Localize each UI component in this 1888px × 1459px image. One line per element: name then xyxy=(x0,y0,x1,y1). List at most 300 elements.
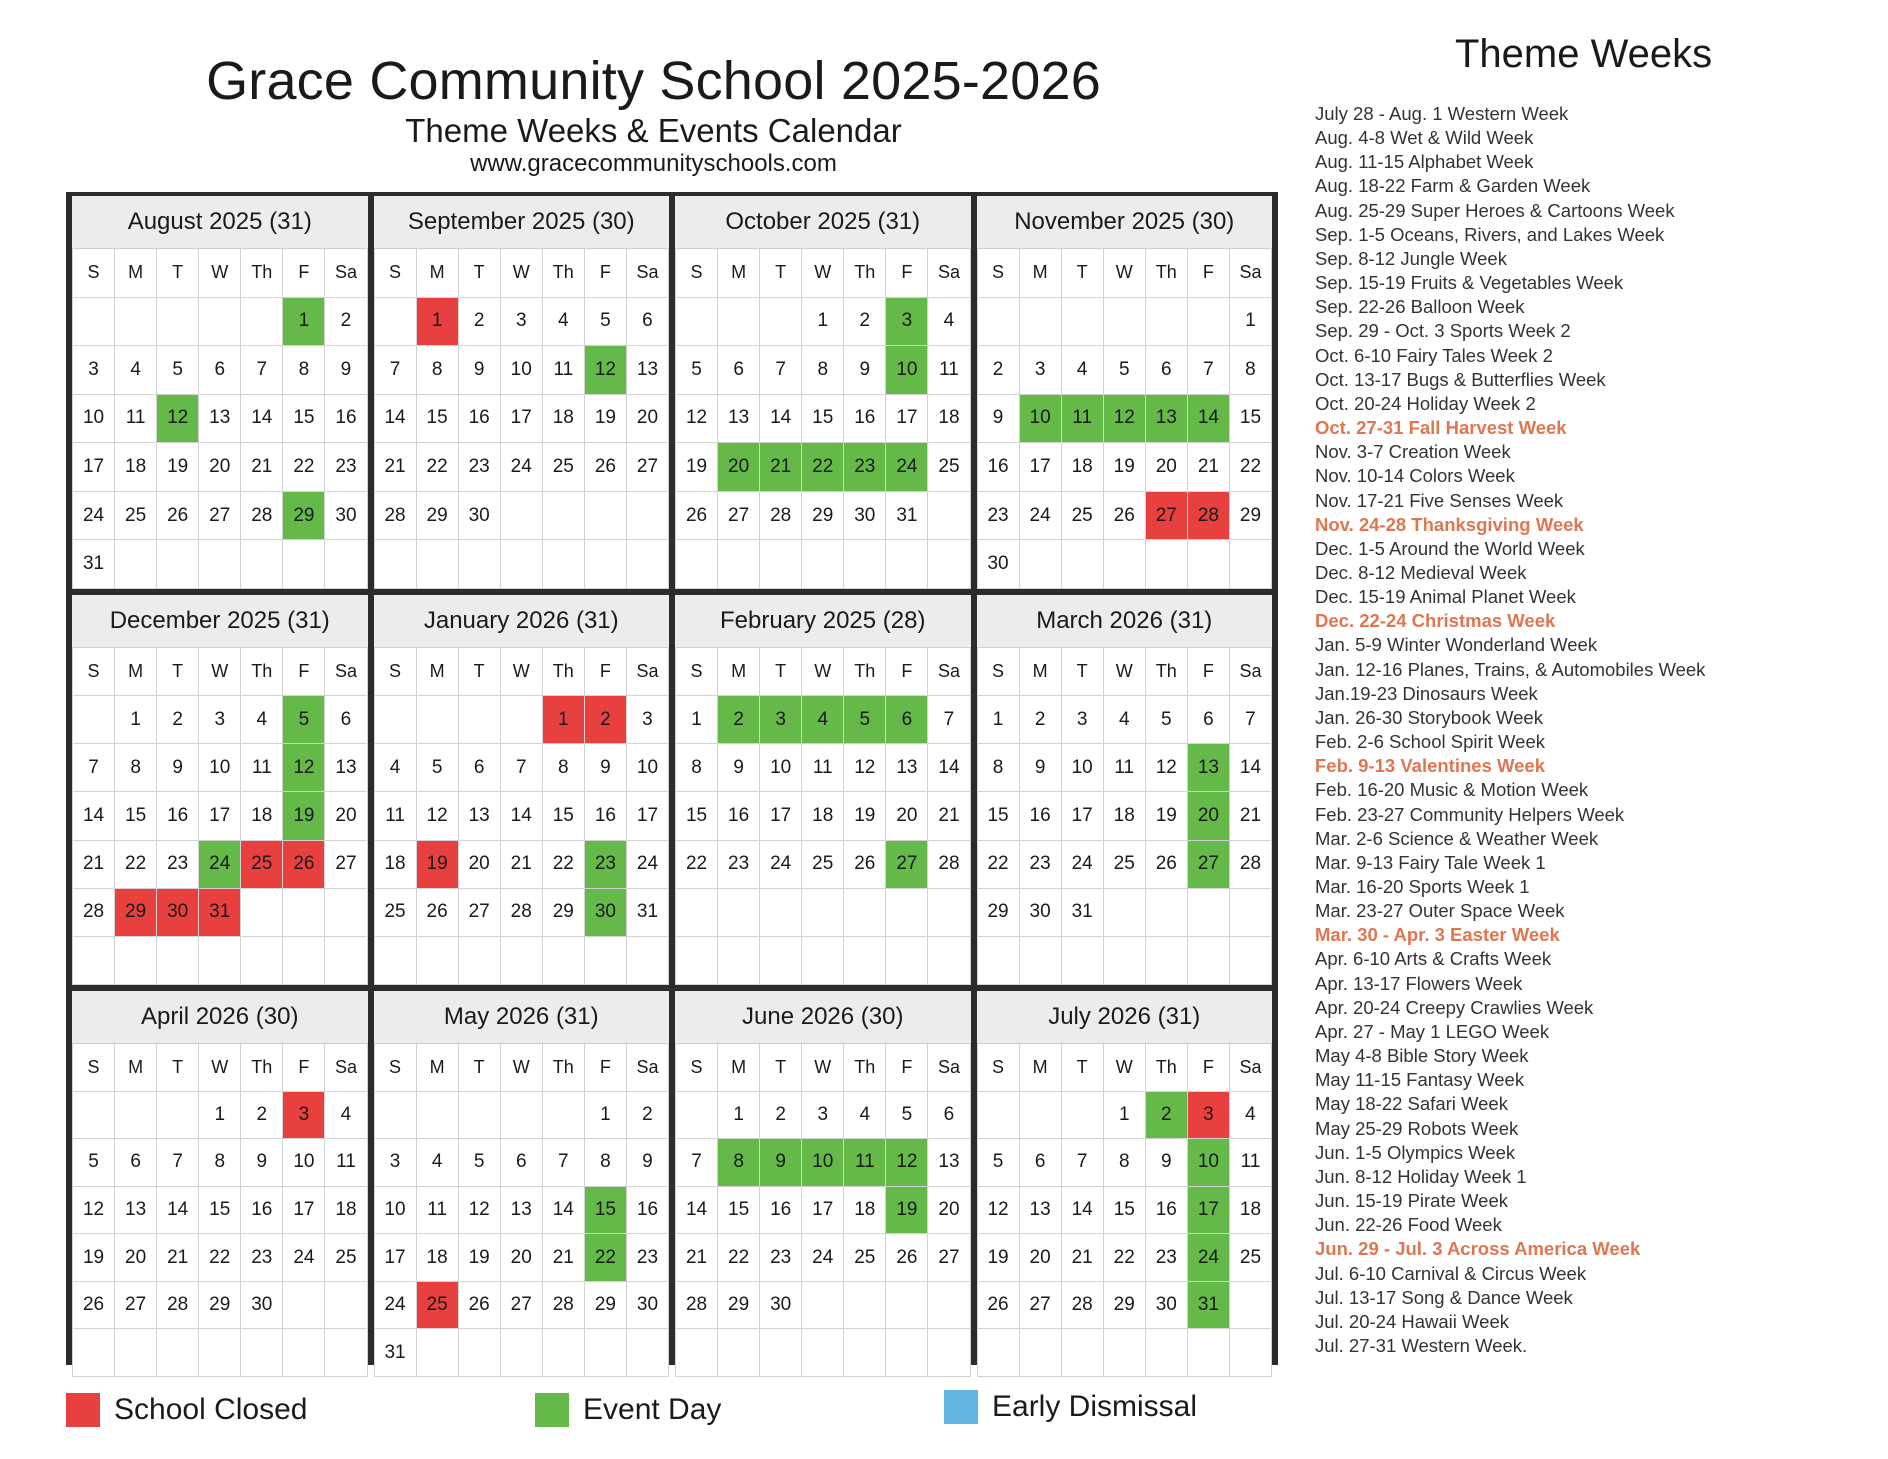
day-cell: 1 xyxy=(283,298,325,347)
day-cell: 12 xyxy=(157,395,199,444)
empty-cell xyxy=(375,540,417,589)
day-cell: 20 xyxy=(1020,1234,1062,1282)
day-cell: 4 xyxy=(1230,1092,1272,1140)
empty-cell xyxy=(1188,889,1230,937)
day-cell: 3 xyxy=(501,298,543,347)
day-cell: 16 xyxy=(1146,1187,1188,1235)
empty-cell xyxy=(1188,540,1230,589)
day-cell: 24 xyxy=(760,841,802,889)
weekday-header: T xyxy=(1062,1044,1104,1092)
day-cell: 9 xyxy=(718,744,760,792)
day-cell: 8 xyxy=(115,744,157,792)
day-cell: 21 xyxy=(73,841,115,889)
empty-cell xyxy=(325,1329,367,1377)
empty-cell xyxy=(1230,889,1272,937)
day-cell: 5 xyxy=(1146,696,1188,744)
day-cell: 29 xyxy=(802,492,844,541)
day-cell: 25 xyxy=(375,889,417,937)
day-cell: 9 xyxy=(325,346,367,395)
day-cell: 14 xyxy=(1188,395,1230,444)
day-cell: 9 xyxy=(844,346,886,395)
day-cell: 4 xyxy=(115,346,157,395)
month-days xyxy=(374,249,670,589)
day-cell: 27 xyxy=(459,889,501,937)
day-cell: 27 xyxy=(627,443,669,492)
month-title: August 2025 (31) xyxy=(72,196,368,249)
day-cell: 23 xyxy=(1146,1234,1188,1282)
empty-cell xyxy=(760,889,802,937)
page-title: Grace Community School 2025-2026 xyxy=(206,51,1101,111)
weekday-header: T xyxy=(760,1044,802,1092)
day-cell: 16 xyxy=(585,792,627,840)
empty-cell xyxy=(802,937,844,985)
month-calendar xyxy=(675,991,971,1377)
day-cell: 19 xyxy=(157,443,199,492)
weekday-header: W xyxy=(802,648,844,696)
empty-cell xyxy=(886,1282,928,1330)
day-cell: 20 xyxy=(115,1234,157,1282)
empty-cell xyxy=(844,1282,886,1330)
day-cell: 19 xyxy=(844,792,886,840)
day-cell: 19 xyxy=(459,1234,501,1282)
day-cell: 5 xyxy=(1104,346,1146,395)
empty-cell xyxy=(676,937,718,985)
day-cell: 10 xyxy=(501,346,543,395)
empty-cell xyxy=(978,1092,1020,1140)
empty-cell xyxy=(676,540,718,589)
day-cell: 26 xyxy=(676,492,718,541)
day-cell: 24 xyxy=(886,443,928,492)
empty-cell xyxy=(543,492,585,541)
day-cell: 22 xyxy=(718,1234,760,1282)
day-cell: 27 xyxy=(115,1282,157,1330)
day-cell: 7 xyxy=(1188,346,1230,395)
page-subtitle: Theme Weeks & Events Calendar xyxy=(405,112,902,149)
day-cell: 24 xyxy=(375,1282,417,1330)
legend-closed-swatch xyxy=(66,1393,100,1427)
day-cell: 3 xyxy=(802,1092,844,1140)
day-cell: 14 xyxy=(241,395,283,444)
day-cell: 18 xyxy=(375,841,417,889)
month-title: January 2026 (31) xyxy=(374,595,670,648)
empty-cell xyxy=(1062,540,1104,589)
day-cell: 17 xyxy=(1188,1187,1230,1235)
theme-week-item-holiday: Oct. 27-31 Fall Harvest Week xyxy=(1315,417,1567,439)
day-cell: 10 xyxy=(1188,1139,1230,1187)
day-cell: 1 xyxy=(543,696,585,744)
day-cell: 21 xyxy=(676,1234,718,1282)
day-cell: 29 xyxy=(543,889,585,937)
empty-cell xyxy=(157,298,199,347)
month-days xyxy=(675,249,971,589)
theme-week-item: Nov. 17-21 Five Senses Week xyxy=(1315,489,1564,511)
month-calendar xyxy=(675,595,971,985)
empty-cell xyxy=(73,696,115,744)
day-cell: 23 xyxy=(627,1234,669,1282)
theme-week-item: Jan.19-23 Dinosaurs Week xyxy=(1315,682,1538,704)
theme-week-item: Aug. 18-22 Farm & Garden Week xyxy=(1315,175,1591,197)
day-cell: 6 xyxy=(928,1092,970,1140)
empty-cell xyxy=(760,540,802,589)
weekday-header: T xyxy=(459,249,501,298)
day-cell: 20 xyxy=(718,443,760,492)
empty-cell xyxy=(417,937,459,985)
weekday-header: T xyxy=(1062,249,1104,298)
day-cell: 12 xyxy=(676,395,718,444)
day-cell: 29 xyxy=(978,889,1020,937)
empty-cell xyxy=(1146,889,1188,937)
weekday-header: Th xyxy=(1146,1044,1188,1092)
empty-cell xyxy=(283,1329,325,1377)
day-cell: 30 xyxy=(1146,1282,1188,1330)
theme-week-item-holiday: Dec. 22-24 Christmas Week xyxy=(1315,610,1556,632)
day-cell: 30 xyxy=(627,1282,669,1330)
empty-cell xyxy=(627,492,669,541)
day-cell: 10 xyxy=(627,744,669,792)
empty-cell xyxy=(718,937,760,985)
day-cell: 13 xyxy=(199,395,241,444)
empty-cell xyxy=(1104,937,1146,985)
day-cell: 4 xyxy=(241,696,283,744)
month-days xyxy=(72,249,368,589)
weekday-header: T xyxy=(157,648,199,696)
day-cell: 18 xyxy=(1104,792,1146,840)
day-cell: 11 xyxy=(241,744,283,792)
month-title: July 2026 (31) xyxy=(977,991,1273,1044)
day-cell: 25 xyxy=(241,841,283,889)
day-cell: 23 xyxy=(157,841,199,889)
theme-week-item: Mar. 9-13 Fairy Tale Week 1 xyxy=(1315,851,1546,873)
day-cell: 29 xyxy=(115,889,157,937)
day-cell: 13 xyxy=(718,395,760,444)
day-cell: 11 xyxy=(1062,395,1104,444)
empty-cell xyxy=(802,1329,844,1377)
day-cell: 19 xyxy=(978,1234,1020,1282)
day-cell: 14 xyxy=(1230,744,1272,792)
day-cell: 27 xyxy=(886,841,928,889)
day-cell: 13 xyxy=(928,1139,970,1187)
empty-cell xyxy=(1230,937,1272,985)
day-cell: 26 xyxy=(73,1282,115,1330)
day-cell: 23 xyxy=(459,443,501,492)
empty-cell xyxy=(1104,1329,1146,1377)
weekday-header: S xyxy=(375,648,417,696)
empty-cell xyxy=(844,937,886,985)
weekday-header: M xyxy=(115,648,157,696)
day-cell: 10 xyxy=(73,395,115,444)
weekday-header: M xyxy=(1020,648,1062,696)
day-cell: 8 xyxy=(543,744,585,792)
weekday-header: M xyxy=(417,249,459,298)
day-cell: 7 xyxy=(928,696,970,744)
weekday-header: Sa xyxy=(1230,1044,1272,1092)
day-cell: 19 xyxy=(1146,792,1188,840)
theme-week-item: Jul. 20-24 Hawaii Week xyxy=(1315,1310,1509,1332)
day-cell: 20 xyxy=(627,395,669,444)
weekday-header: Th xyxy=(543,249,585,298)
day-cell: 23 xyxy=(241,1234,283,1282)
theme-week-item: May 25-29 Robots Week xyxy=(1315,1117,1519,1139)
day-cell: 30 xyxy=(1020,889,1062,937)
day-cell: 5 xyxy=(978,1139,1020,1187)
day-cell: 22 xyxy=(1230,443,1272,492)
day-cell: 25 xyxy=(928,443,970,492)
empty-cell xyxy=(718,298,760,347)
theme-week-item: Apr. 13-17 Flowers Week xyxy=(1315,972,1523,994)
day-cell: 11 xyxy=(325,1139,367,1187)
empty-cell xyxy=(886,540,928,589)
day-cell: 20 xyxy=(199,443,241,492)
empty-cell xyxy=(543,540,585,589)
day-cell: 26 xyxy=(1104,492,1146,541)
empty-cell xyxy=(283,937,325,985)
day-cell: 13 xyxy=(1188,744,1230,792)
empty-cell xyxy=(928,1329,970,1377)
weekday-header: F xyxy=(585,648,627,696)
day-cell: 3 xyxy=(1062,696,1104,744)
weekday-header: S xyxy=(375,1044,417,1092)
weekday-header: M xyxy=(718,249,760,298)
empty-cell xyxy=(928,492,970,541)
weekday-header: W xyxy=(802,249,844,298)
day-cell: 13 xyxy=(627,346,669,395)
day-cell: 22 xyxy=(199,1234,241,1282)
day-cell: 4 xyxy=(844,1092,886,1140)
day-cell: 21 xyxy=(1062,1234,1104,1282)
month-days xyxy=(675,1044,971,1377)
day-cell: 24 xyxy=(627,841,669,889)
day-cell: 12 xyxy=(978,1187,1020,1235)
day-cell: 16 xyxy=(157,792,199,840)
day-cell: 9 xyxy=(157,744,199,792)
empty-cell xyxy=(115,540,157,589)
weekday-header: S xyxy=(676,1044,718,1092)
empty-cell xyxy=(199,540,241,589)
weekday-header: M xyxy=(417,648,459,696)
weekday-header: W xyxy=(501,1044,543,1092)
calendar-grid xyxy=(66,192,1278,1365)
weekday-header: Sa xyxy=(627,648,669,696)
day-cell: 10 xyxy=(375,1187,417,1235)
day-cell: 7 xyxy=(501,744,543,792)
day-cell: 21 xyxy=(1230,792,1272,840)
month-calendar xyxy=(72,196,368,589)
weekday-header: F xyxy=(1188,1044,1230,1092)
day-cell: 26 xyxy=(978,1282,1020,1330)
empty-cell xyxy=(375,937,417,985)
day-cell: 12 xyxy=(459,1187,501,1235)
day-cell: 2 xyxy=(459,298,501,347)
day-cell: 14 xyxy=(375,395,417,444)
day-cell: 7 xyxy=(543,1139,585,1187)
day-cell: 22 xyxy=(978,841,1020,889)
day-cell: 22 xyxy=(585,1234,627,1282)
weekday-header: M xyxy=(115,249,157,298)
day-cell: 28 xyxy=(928,841,970,889)
day-cell: 9 xyxy=(1020,744,1062,792)
day-cell: 5 xyxy=(844,696,886,744)
day-cell: 26 xyxy=(844,841,886,889)
weekday-header: T xyxy=(157,1044,199,1092)
day-cell: 5 xyxy=(283,696,325,744)
day-cell: 28 xyxy=(73,889,115,937)
day-cell: 20 xyxy=(928,1187,970,1235)
day-cell: 7 xyxy=(1062,1139,1104,1187)
day-cell: 16 xyxy=(718,792,760,840)
day-cell: 10 xyxy=(760,744,802,792)
day-cell: 17 xyxy=(283,1187,325,1235)
day-cell: 19 xyxy=(676,443,718,492)
weekday-header: Sa xyxy=(928,1044,970,1092)
day-cell: 18 xyxy=(1062,443,1104,492)
day-cell: 1 xyxy=(802,298,844,347)
day-cell: 19 xyxy=(283,792,325,840)
weekday-header: F xyxy=(1188,648,1230,696)
day-cell: 4 xyxy=(1104,696,1146,744)
day-cell: 17 xyxy=(73,443,115,492)
day-cell: 8 xyxy=(417,346,459,395)
weekday-header: W xyxy=(501,249,543,298)
empty-cell xyxy=(417,540,459,589)
day-cell: 9 xyxy=(459,346,501,395)
weekday-header: M xyxy=(718,648,760,696)
day-cell: 21 xyxy=(760,443,802,492)
theme-week-item: Sep. 8-12 Jungle Week xyxy=(1315,247,1507,269)
empty-cell xyxy=(718,1329,760,1377)
day-cell: 18 xyxy=(543,395,585,444)
empty-cell xyxy=(1146,1329,1188,1377)
day-cell: 17 xyxy=(1020,443,1062,492)
theme-week-item: Sep. 15-19 Fruits & Vegetables Week xyxy=(1315,272,1624,294)
empty-cell xyxy=(676,1092,718,1140)
empty-cell xyxy=(115,1329,157,1377)
weekday-header: T xyxy=(1062,648,1104,696)
empty-cell xyxy=(325,889,367,937)
day-cell: 6 xyxy=(325,696,367,744)
empty-cell xyxy=(283,1282,325,1330)
theme-week-item: Dec. 15-19 Animal Planet Week xyxy=(1315,586,1576,608)
legend-event-swatch xyxy=(535,1393,569,1427)
empty-cell xyxy=(241,937,283,985)
empty-cell xyxy=(375,696,417,744)
day-cell: 23 xyxy=(1020,841,1062,889)
day-cell: 25 xyxy=(1230,1234,1272,1282)
weekday-header: S xyxy=(73,1044,115,1092)
empty-cell xyxy=(157,937,199,985)
day-cell: 22 xyxy=(543,841,585,889)
empty-cell xyxy=(325,937,367,985)
day-cell: 14 xyxy=(1062,1187,1104,1235)
empty-cell xyxy=(802,1282,844,1330)
day-cell: 9 xyxy=(585,744,627,792)
weekday-header: Sa xyxy=(1230,249,1272,298)
day-cell: 26 xyxy=(886,1234,928,1282)
theme-week-item: Dec. 8-12 Medieval Week xyxy=(1315,561,1527,583)
day-cell: 5 xyxy=(585,298,627,347)
day-cell: 19 xyxy=(886,1187,928,1235)
month-days xyxy=(374,648,670,985)
day-cell: 28 xyxy=(760,492,802,541)
day-cell: 2 xyxy=(978,346,1020,395)
day-cell: 2 xyxy=(1146,1092,1188,1140)
day-cell: 4 xyxy=(417,1139,459,1187)
theme-week-item: Oct. 13-17 Bugs & Butterflies Week xyxy=(1315,368,1606,390)
day-cell: 16 xyxy=(1020,792,1062,840)
day-cell: 2 xyxy=(760,1092,802,1140)
day-cell: 20 xyxy=(501,1234,543,1282)
day-cell: 24 xyxy=(802,1234,844,1282)
day-cell: 30 xyxy=(241,1282,283,1330)
day-cell: 6 xyxy=(501,1139,543,1187)
legend-early-label: Early Dismissal xyxy=(992,1390,1198,1423)
day-cell: 10 xyxy=(1062,744,1104,792)
day-cell: 1 xyxy=(718,1092,760,1140)
theme-week-item: Feb. 23-27 Community Helpers Week xyxy=(1315,803,1625,825)
day-cell: 7 xyxy=(760,346,802,395)
empty-cell xyxy=(543,937,585,985)
day-cell: 30 xyxy=(157,889,199,937)
day-cell: 3 xyxy=(283,1092,325,1140)
month-calendar xyxy=(374,595,670,985)
empty-cell xyxy=(978,937,1020,985)
day-cell: 9 xyxy=(627,1139,669,1187)
theme-week-item: Jun. 1-5 Olympics Week xyxy=(1315,1141,1516,1163)
day-cell: 8 xyxy=(802,346,844,395)
day-cell: 9 xyxy=(1146,1139,1188,1187)
day-cell: 29 xyxy=(718,1282,760,1330)
day-cell: 22 xyxy=(283,443,325,492)
theme-week-item: Mar. 16-20 Sports Week 1 xyxy=(1315,876,1530,897)
month-days xyxy=(977,249,1273,589)
weekday-header: Sa xyxy=(627,1044,669,1092)
day-cell: 12 xyxy=(1104,395,1146,444)
day-cell: 6 xyxy=(886,696,928,744)
day-cell: 17 xyxy=(501,395,543,444)
empty-cell xyxy=(1104,298,1146,347)
day-cell: 21 xyxy=(1188,443,1230,492)
day-cell: 6 xyxy=(627,298,669,347)
day-cell: 5 xyxy=(157,346,199,395)
empty-cell xyxy=(459,540,501,589)
day-cell: 15 xyxy=(283,395,325,444)
day-cell: 1 xyxy=(1104,1092,1146,1140)
empty-cell xyxy=(157,1092,199,1140)
day-cell: 23 xyxy=(325,443,367,492)
day-cell: 28 xyxy=(1188,492,1230,541)
day-cell: 30 xyxy=(760,1282,802,1330)
day-cell: 11 xyxy=(115,395,157,444)
day-cell: 3 xyxy=(1188,1092,1230,1140)
day-cell: 28 xyxy=(241,492,283,541)
day-cell: 1 xyxy=(585,1092,627,1140)
theme-week-item: Jan. 26-30 Storybook Week xyxy=(1315,706,1543,728)
empty-cell xyxy=(928,937,970,985)
day-cell: 15 xyxy=(676,792,718,840)
theme-week-item: Aug. 4-8 Wet & Wild Week xyxy=(1315,127,1534,149)
day-cell: 16 xyxy=(760,1187,802,1235)
day-cell: 18 xyxy=(417,1234,459,1282)
theme-week-item: Nov. 3-7 Creation Week xyxy=(1315,441,1511,463)
empty-cell xyxy=(1104,889,1146,937)
month-title: December 2025 (31) xyxy=(72,595,368,648)
empty-cell xyxy=(199,298,241,347)
day-cell: 7 xyxy=(1230,696,1272,744)
month-title: October 2025 (31) xyxy=(675,196,971,249)
day-cell: 7 xyxy=(157,1139,199,1187)
day-cell: 20 xyxy=(1188,792,1230,840)
empty-cell xyxy=(585,492,627,541)
month-calendar xyxy=(374,196,670,589)
